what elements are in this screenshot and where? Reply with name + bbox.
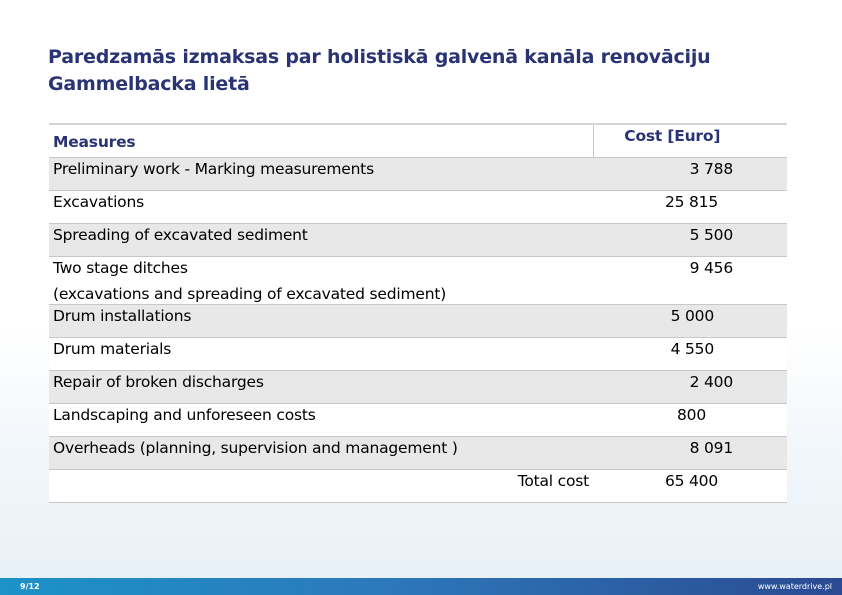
table-row: [49, 157, 787, 190]
slide-title: [48, 44, 808, 98]
cost-cell: 9 456: [689, 258, 733, 277]
table-row: [49, 370, 787, 403]
cost-cell: 8 091: [689, 438, 733, 457]
measure-cell: Excavations: [53, 192, 144, 211]
cost-cell: 4 550: [670, 339, 714, 358]
total-cost-value: 65 400: [664, 471, 718, 490]
page-number: 9/12: [20, 582, 40, 591]
table-row: [49, 337, 787, 370]
measure-cell: Spreading of excavated sediment: [53, 225, 308, 244]
cost-table: [49, 123, 787, 503]
measure-cell: Landscaping and unforeseen costs: [53, 405, 316, 424]
table-row: [49, 304, 787, 337]
measure-cell: Drum installations: [53, 306, 192, 325]
table-header-row: [49, 124, 787, 157]
measure-cell: Overheads (planning, supervision and management ): [53, 438, 458, 457]
table-row: [49, 256, 787, 304]
cost-cell: 5 500: [689, 225, 733, 244]
cost-cell: 2 400: [689, 372, 733, 391]
measure-cell: Drum materials: [53, 339, 172, 358]
measure-label: Two stage ditches: [53, 258, 188, 277]
measure-label-continued: (excavations and spreading of excavated sediment): [53, 284, 447, 303]
measure-cell: [49, 256, 593, 304]
slide-title-line-2: Gammelbacka lietā: [48, 73, 250, 95]
total-cost-label: Total cost: [517, 471, 589, 490]
cost-cell: 25 815: [664, 192, 718, 211]
cost-column-header: Cost [Euro]: [593, 124, 787, 157]
cost-cell: 3 788: [689, 159, 733, 178]
website-link[interactable]: www.waterdrive.pl: [757, 582, 832, 591]
table-row: [49, 223, 787, 256]
measure-cell: Preliminary work - Marking measurements: [53, 159, 374, 178]
total-row: [49, 469, 787, 502]
cost-cell: 5 000: [670, 306, 714, 325]
measures-column-header: Measures: [53, 133, 136, 151]
footer-bar: [0, 578, 842, 595]
table-row: [49, 190, 787, 223]
table-row: [49, 403, 787, 436]
measure-cell: Repair of broken discharges: [53, 372, 264, 391]
slide-title-line-1: Paredzamās izmaksas par holistiskā galvenā kanāla renovāciju: [48, 46, 711, 68]
table-row: [49, 436, 787, 469]
cost-cell: 800: [677, 405, 706, 424]
